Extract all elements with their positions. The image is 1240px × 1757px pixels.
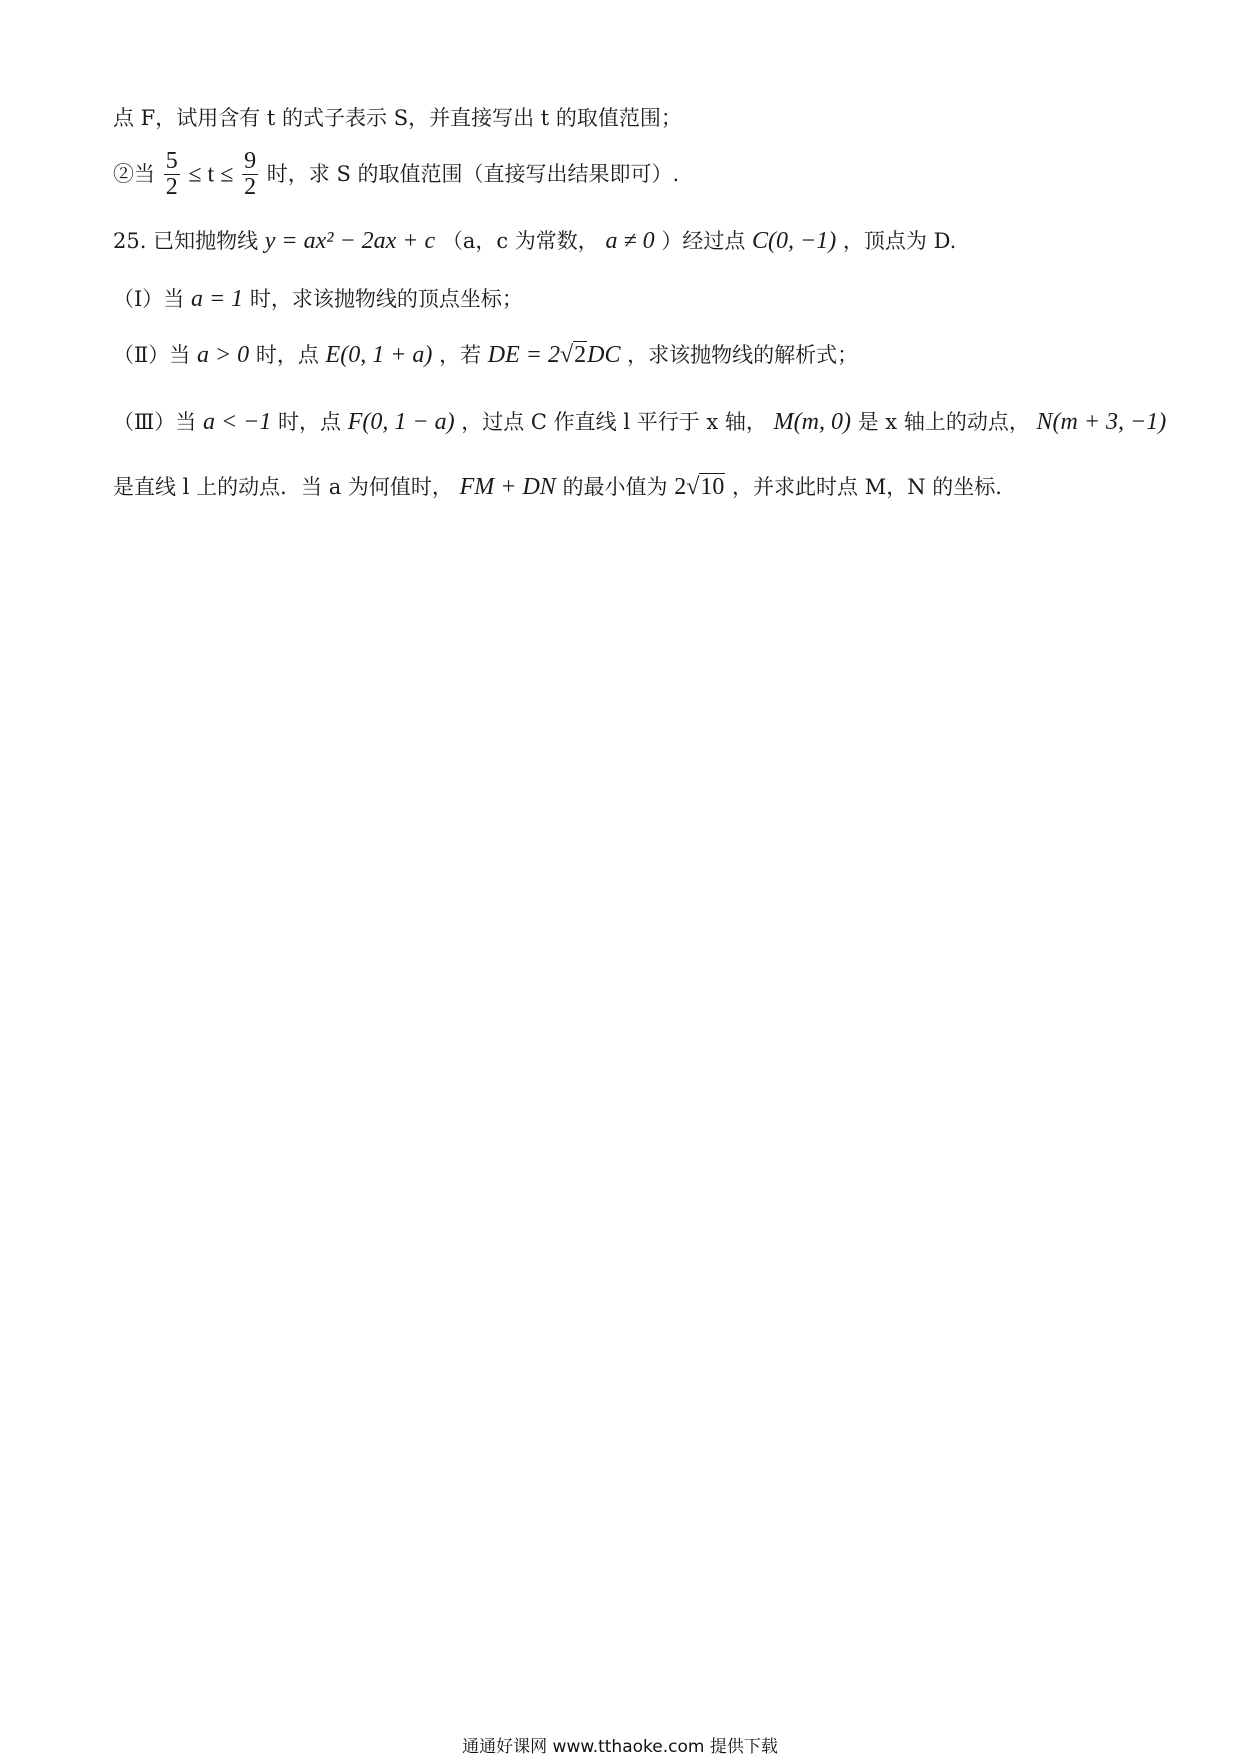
stem-suffix: ，顶点为 D. [842,229,957,253]
part3-mid2: ，过点 C 作直线 l 平行于 x 轴， [461,410,767,434]
stem-mid: （a，c 为常数， [441,229,599,253]
part2-mid2: ，若 [439,343,482,367]
point-m: M(m, 0) [773,409,851,435]
footer-text: 通通好课网 www.tthaoke.com 提供下载 [462,1737,778,1757]
nonzero-condition: a ≠ 0 [605,228,655,254]
part2-prefix: ②当 [113,162,155,187]
problem-24-part2 [113,149,679,200]
stem-mid2: ）经过点 [661,229,746,253]
part3-line2-mid: 的最小值为 [562,475,668,499]
inequality: ≤ t ≤ [188,161,234,188]
fraction-numerator: 5 [165,148,178,174]
sqrt-radicand: 2 [574,342,587,368]
min-coefficient: 2 [674,474,687,500]
part2-condition: a > 0 [196,342,250,368]
point-n: N(m + 3, −1) [1036,409,1167,435]
sum-expression: FM + DN [459,474,556,500]
problem-24-part1-continuation [113,108,682,129]
part3-mid3: 是 x 轴上的动点， [857,410,1030,434]
fraction-numerator: 9 [244,148,257,174]
sqrt-sign: √ [686,474,700,500]
part3-mid: 时，点 [278,410,342,434]
problem-25-part3-line2 [113,475,1002,499]
point-c: C(0, −1) [752,228,837,254]
point-e: E(0, 1 + a) [325,342,433,368]
problem-25-stem [113,229,956,253]
distance-equation-left: DE = 2 [487,342,560,368]
fraction-denominator: 2 [244,174,257,201]
part2-prefix: （Ⅱ）当 [113,343,191,367]
sqrt-radicand: 10 [700,474,725,500]
problem-25-part1 [113,287,523,311]
part2-suffix: 时，求 S 的取值范围（直接写出结果即可）. [266,162,680,187]
sqrt-sign: √ [559,342,574,368]
part3-line2-prefix: 是直线 l 上的动点．当 a 为何值时， [113,475,453,499]
part1-suffix: 时，求该抛物线的顶点坐标； [249,287,523,311]
part2-suffix: ，求该抛物线的解析式； [627,343,859,367]
part2-mid: 时，点 [255,343,319,367]
part1-prefix: （Ⅰ）当 [113,287,185,311]
fraction-denominator: 2 [165,174,178,201]
point-f: F(0, 1 − a) [347,409,455,435]
part3-condition: a < −1 [202,409,272,435]
stem-prefix: 25. 已知抛物线 [113,229,259,253]
part3-prefix: （Ⅲ）当 [113,410,197,434]
fraction-nine-halves [242,149,258,200]
part1-condition: a = 1 [190,286,244,312]
parabola-formula: y = ax² − 2ax + c [264,228,436,254]
problem-24-line1-text: 点 F，试用含有 t 的式子表示 S，并直接写出 t 的取值范围； [113,106,682,130]
problem-25-part3-line1 [113,410,1166,434]
problem-25-part2 [113,343,858,367]
page-footer [0,1732,1240,1757]
distance-equation-right: DC [587,342,621,368]
part3-line2-suffix: ，并求此时点 M，N 的坐标. [732,475,1002,499]
fraction-five-halves [164,149,180,200]
